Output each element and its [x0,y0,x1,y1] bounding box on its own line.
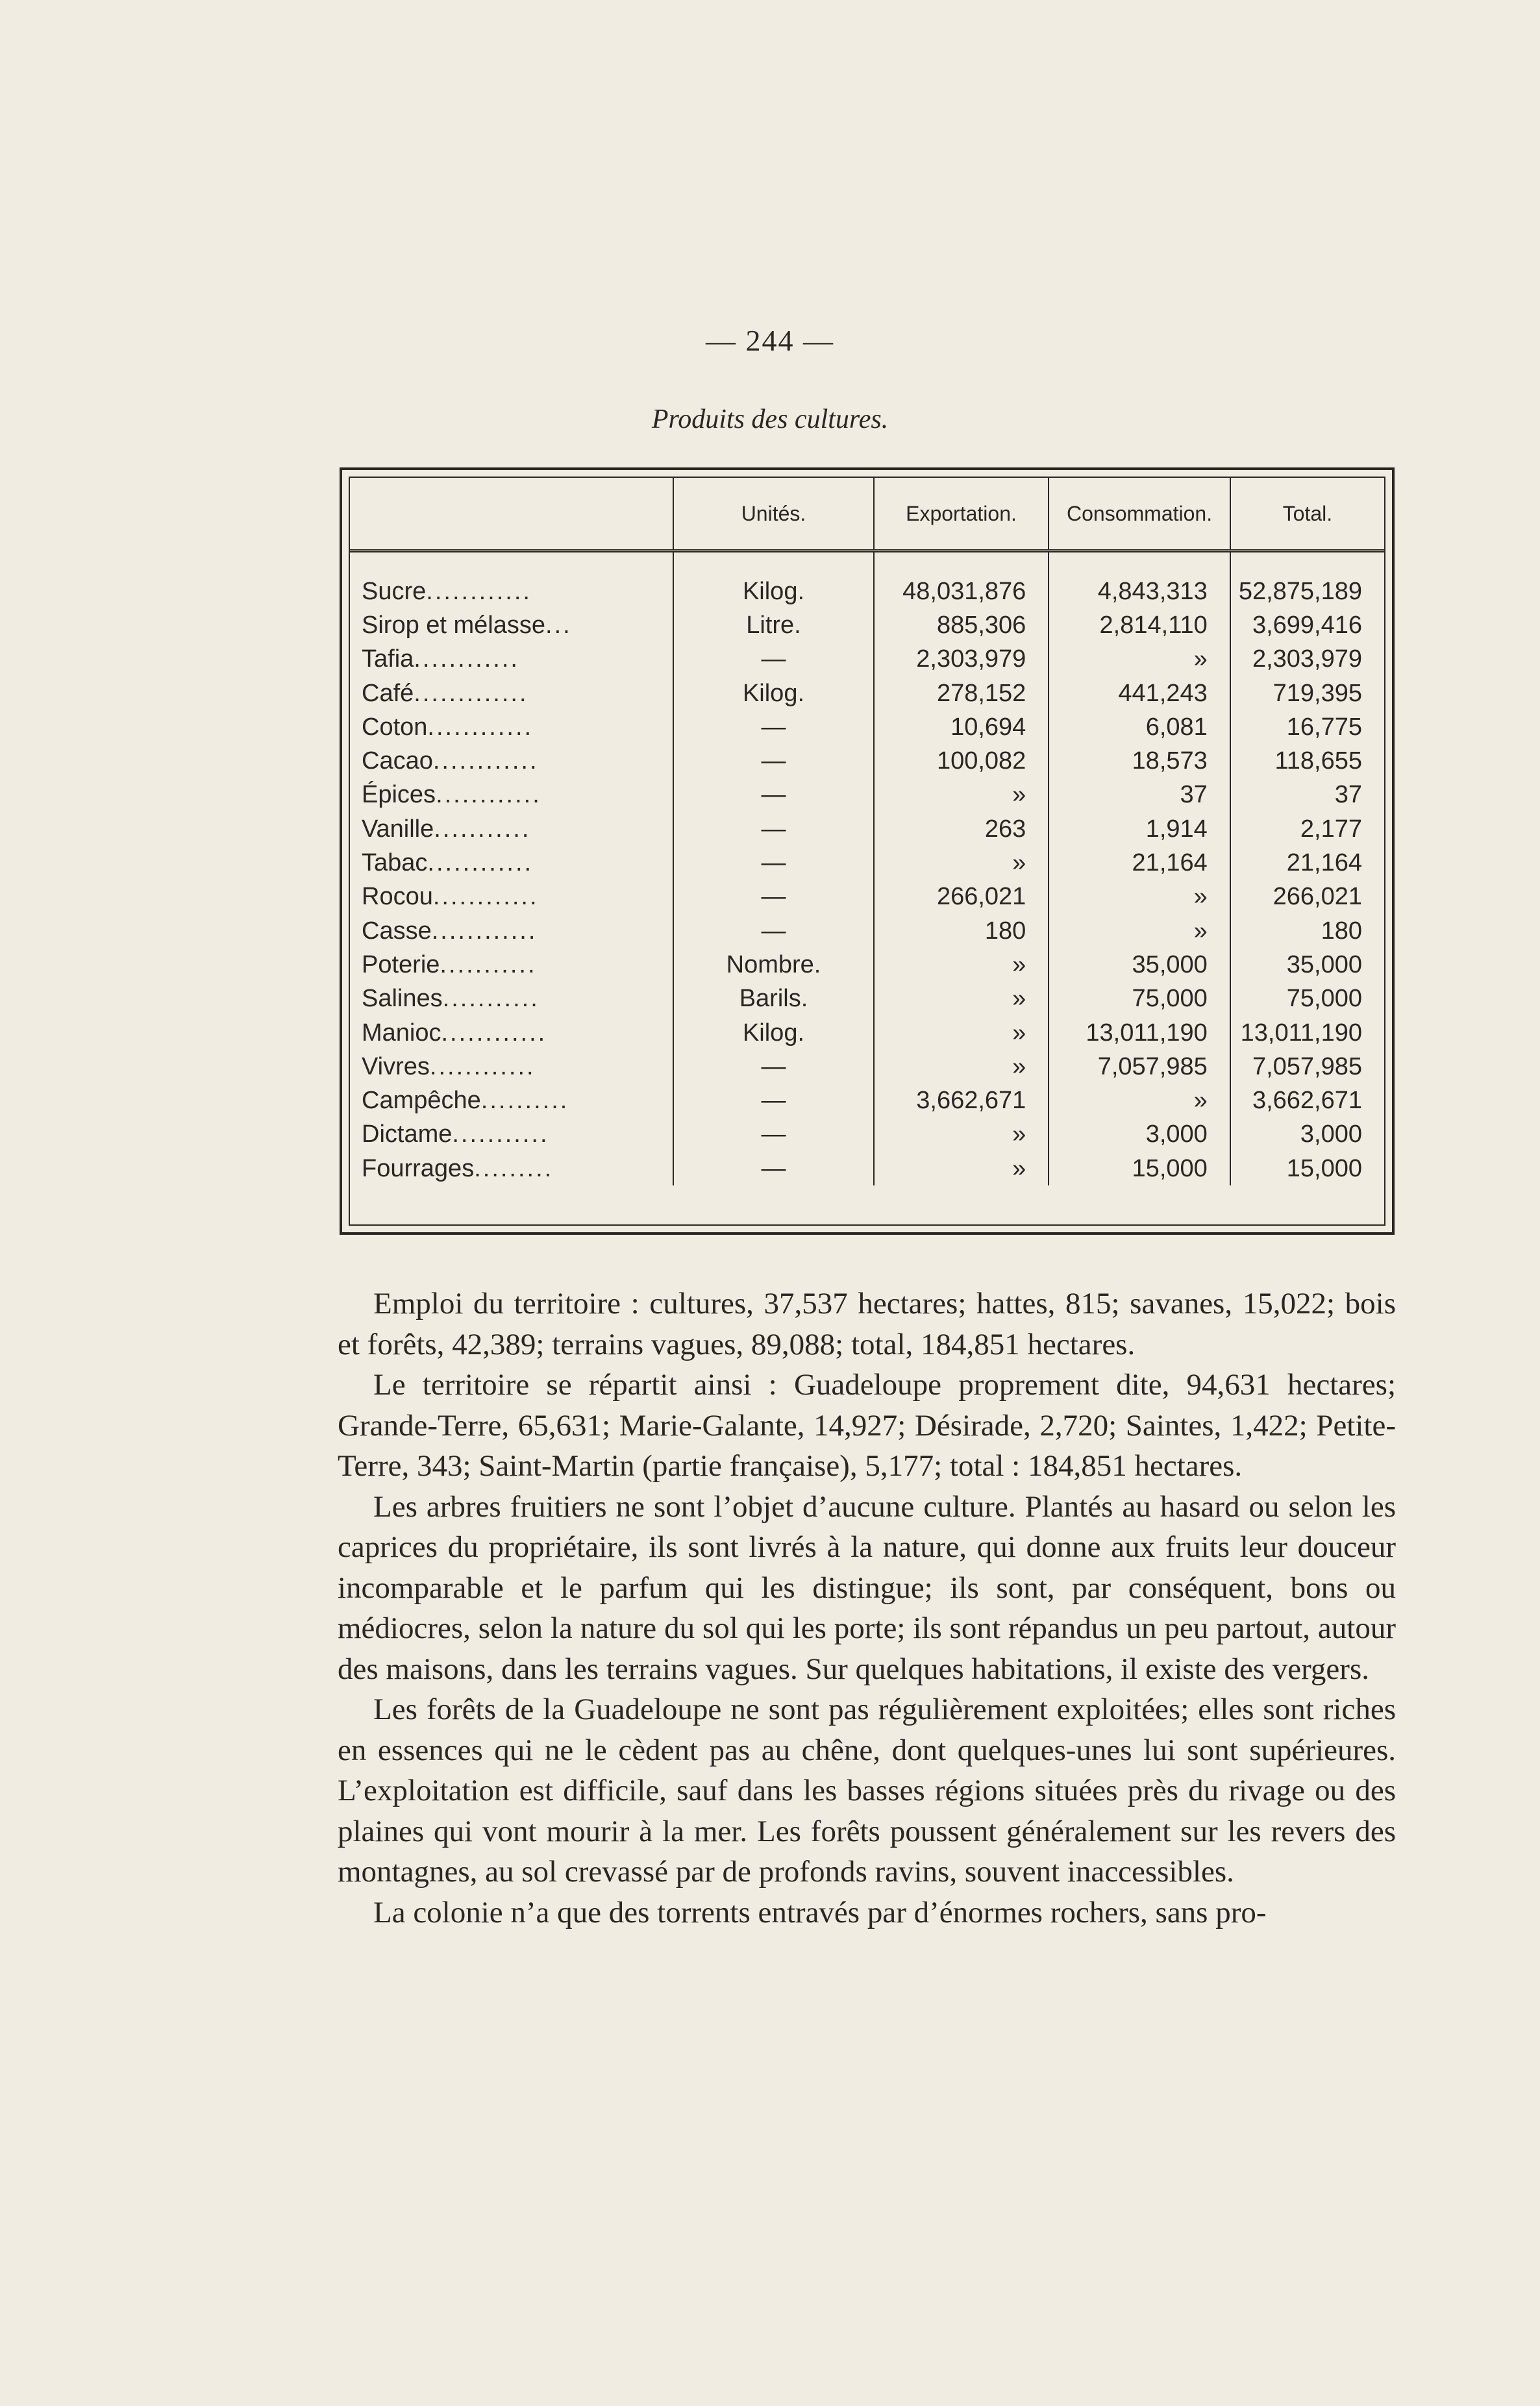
table-cell-export: 266,021 [874,880,1049,914]
product-name: Poterie [362,950,440,978]
table-cell-consumption: 75,000 [1049,982,1230,1016]
table-cell-total: 3,662,671 [1230,1084,1384,1117]
table-cell-export: » [874,1118,1049,1152]
product-name: Vivres [362,1052,430,1080]
column-header: Unités. [673,478,873,551]
table-cell-export: 100,082 [874,744,1049,778]
table-cell-consumption: 1,914 [1049,812,1230,846]
table-cell-unit: — [673,1050,873,1084]
table-cell-consumption: 13,011,190 [1049,1016,1230,1050]
table-cell-product [350,676,673,710]
column-header: Total. [1230,478,1384,551]
paragraph: La colonie n’a que des torrents entravés par d’énormes rochers, sans pro- [373,1895,1267,1929]
crops-table-inner [349,477,1385,1226]
table-cell-unit: Barils. [673,982,873,1016]
table-cell-product [350,1152,673,1185]
table-cell-total: 180 [1230,914,1384,948]
product-name: Rocou [362,883,433,911]
table-row [350,1118,1384,1152]
table-cell-product [350,880,673,914]
table-cell-total: 15,000 [1230,1152,1384,1185]
table-row [350,812,1384,846]
product-name: Cacao [362,747,433,775]
table-cell-unit: — [673,880,873,914]
table-cell-unit: — [673,778,873,812]
table-cell-consumption: 21,164 [1049,846,1230,880]
table-cell-export: 263 [874,812,1049,846]
table-cell-product [350,1050,673,1084]
table-cell-unit: Kilog. [673,676,873,710]
table-cell-product [350,914,673,948]
paragraph: Les forêts de la Guadeloupe ne sont pas régulièrement exploitées; elles sont riches en essences qui ne le cèdent pas au chêne, dont quelques-unes lui sont supérieures. L’exploitation est difficile, sauf dans les basses régions situées près du rivage ou des plaines qui vont mourir à la mer. Les forêts poussent généralement sur les revers des montagnes, au sol crevassé par de profonds ravins, souvent inaccessibles. [338,1693,1396,1889]
leader-dots: ............ [431,917,538,945]
table-cell-unit: — [673,812,873,846]
table-cell-export: » [874,1152,1049,1185]
table-row [350,551,1384,609]
table-row [350,914,1384,948]
table-cell-total: 37 [1230,778,1384,812]
table-row [350,1084,1384,1117]
table-cell-consumption: 7,057,985 [1049,1050,1230,1084]
product-name: Sucre [362,577,427,605]
leader-dots: ........... [434,815,531,843]
table-cell-consumption: 6,081 [1049,710,1230,744]
leader-dots: .......... [480,1087,569,1115]
table-title: Produits des cultures. [651,404,889,434]
leader-dots: ............ [429,1052,536,1080]
leader-dots: ............ [441,1019,547,1047]
leader-dots: ............ [432,883,539,911]
product-name: Salines [362,985,443,1013]
table-cell-export: 48,031,876 [874,551,1049,609]
paragraph: Emploi du territoire : cultures, 37,537 hectares; hattes, 815; savanes, 15,022; bois et forêts, 42,389; terrains vagues, 89,088; total, 184,851 hectares. [338,1287,1396,1361]
product-name: Fourrages [362,1154,475,1182]
table-header-row [350,478,1384,551]
table-cell-total: 7,057,985 [1230,1050,1384,1084]
table-cell-unit: Kilog. [673,551,873,609]
table-cell-total: 3,699,416 [1230,608,1384,642]
table-cell-export: » [874,778,1049,812]
table-cell-consumption: 37 [1049,778,1230,812]
product-name: Casse [362,917,432,945]
table-cell-consumption: 441,243 [1049,676,1230,710]
table-cell-export: 2,303,979 [874,643,1049,676]
leader-dots: ........... [440,950,537,978]
leader-dots: ........... [452,1121,549,1148]
table-cell-total: 2,303,979 [1230,643,1384,676]
leader-dots: ............ [426,577,532,605]
table-cell-product [350,551,673,609]
leader-dots: ............ [427,713,534,741]
table-row [350,1016,1384,1050]
table-row [350,778,1384,812]
table-cell-unit: — [673,914,873,948]
table-row [350,982,1384,1016]
product-name: Tabac [362,849,428,877]
leader-dots: ............ [427,849,534,877]
table-cell-consumption: 18,573 [1049,744,1230,778]
table-cell-product [350,710,673,744]
table-cell-export: 885,306 [874,608,1049,642]
table-cell-unit: — [673,744,873,778]
table-row [350,948,1384,982]
table-cell-unit: — [673,643,873,676]
table-cell-product [350,846,673,880]
table-row [350,608,1384,642]
table-cell-total: 2,177 [1230,812,1384,846]
leader-dots: ............. [414,679,528,707]
table-cell-export: 10,694 [874,710,1049,744]
table-cell-product [350,1084,673,1117]
table-row [350,710,1384,744]
table-cell-product [350,643,673,676]
table-cell-export: » [874,948,1049,982]
column-header [350,478,673,551]
product-name: Coton [362,713,428,741]
table-row [350,1152,1384,1185]
paragraph: Les arbres fruitiers ne sont l’objet d’aucune culture. Plantés au hasard ou selon les caprices du propriétaire, ils sont livrés à la nature, qui donne aux fruits leur douceur incomparable et le parfum qui les distingue; ils sont, par conséquent, bons ou médiocres, selon la nature du sol qui les porte; ils sont répandus un peu partout, autour des maisons, dans les terrains vagues. Sur quelques habitations, il existe des vergers. [338,1489,1396,1686]
table-cell-export: » [874,982,1049,1016]
table-cell-consumption: 2,814,110 [1049,608,1230,642]
product-name: Dictame [362,1121,453,1148]
table-cell-total: 266,021 [1230,880,1384,914]
table-cell-export: 180 [874,914,1049,948]
table-row [350,1050,1384,1084]
table-cell-consumption: » [1049,880,1230,914]
product-name: Café [362,679,414,707]
product-name: Manioc [362,1019,441,1047]
column-header: Consommation. [1049,478,1230,551]
table-cell-unit: Kilog. [673,1016,873,1050]
table-cell-product [350,778,673,812]
table-cell-total: 75,000 [1230,982,1384,1016]
table-cell-consumption: 3,000 [1049,1118,1230,1152]
table-cell-consumption: » [1049,1084,1230,1117]
leader-dots: ............ [432,747,539,775]
product-name: Sirop et mélasse [362,611,546,639]
table-cell-unit: Litre. [673,608,873,642]
product-name: Campêche [362,1087,481,1115]
table-cell-unit: — [673,1152,873,1185]
leader-dots: ........... [442,985,540,1013]
table-cell-total: 16,775 [1230,710,1384,744]
table-cell-total: 13,011,190 [1230,1016,1384,1050]
paragraph: Le territoire se répartit ainsi : Guadeloupe proprement dite, 94,631 hectares; Grande-Terre, 65,631; Marie-Galante, 14,927; Désirade, 2,720; Saintes, 1,422; Petite-Terre, 343; Saint-Martin (partie française), 5,177; total : 184,851 hectares. [338,1368,1396,1483]
table-cell-unit: — [673,1118,873,1152]
product-name: Épices [362,781,436,809]
table-row [350,846,1384,880]
table-cell-consumption: 4,843,313 [1049,551,1230,609]
table-cell-unit: Nombre. [673,948,873,982]
leader-dots: ......... [474,1154,554,1182]
leader-dots: ............ [414,645,519,673]
table-cell-consumption: » [1049,914,1230,948]
table-cell-unit: — [673,846,873,880]
table-cell-export: » [874,1050,1049,1084]
table-cell-total: 3,000 [1230,1118,1384,1152]
table-cell-total: 719,395 [1230,676,1384,710]
table-cell-product [350,744,673,778]
table-cell-product [350,982,673,1016]
table-cell-consumption: 35,000 [1049,948,1230,982]
table-cell-export: 3,662,671 [874,1084,1049,1117]
table-cell-product [350,1016,673,1050]
table-cell-product [350,812,673,846]
product-name: Tafia [362,645,414,673]
leader-dots: ............ [436,781,541,809]
table-cell-product [350,1118,673,1152]
table-row [350,643,1384,676]
column-header: Exportation. [874,478,1049,551]
table-row [350,880,1384,914]
table-cell-consumption: » [1049,643,1230,676]
body-text [338,1284,1396,1933]
table-cell-product [350,948,673,982]
crops-table-frame [340,467,1395,1235]
table-row [350,676,1384,710]
table-cell-consumption: 15,000 [1049,1152,1230,1185]
table-cell-export: » [874,1016,1049,1050]
table-cell-total: 35,000 [1230,948,1384,982]
table-row [350,744,1384,778]
table-cell-total: 52,875,189 [1230,551,1384,609]
table-cell-export: 278,152 [874,676,1049,710]
table-cell-export: » [874,846,1049,880]
table-body [350,551,1384,1186]
table-cell-total: 118,655 [1230,744,1384,778]
crops-table [350,478,1384,1185]
leader-dots: ... [545,611,572,639]
page-number: — 244 — [706,324,834,357]
table-cell-unit: — [673,1084,873,1117]
table-cell-total: 21,164 [1230,846,1384,880]
table-cell-unit: — [673,710,873,744]
product-name: Vanille [362,815,434,843]
table-cell-product [350,608,673,642]
